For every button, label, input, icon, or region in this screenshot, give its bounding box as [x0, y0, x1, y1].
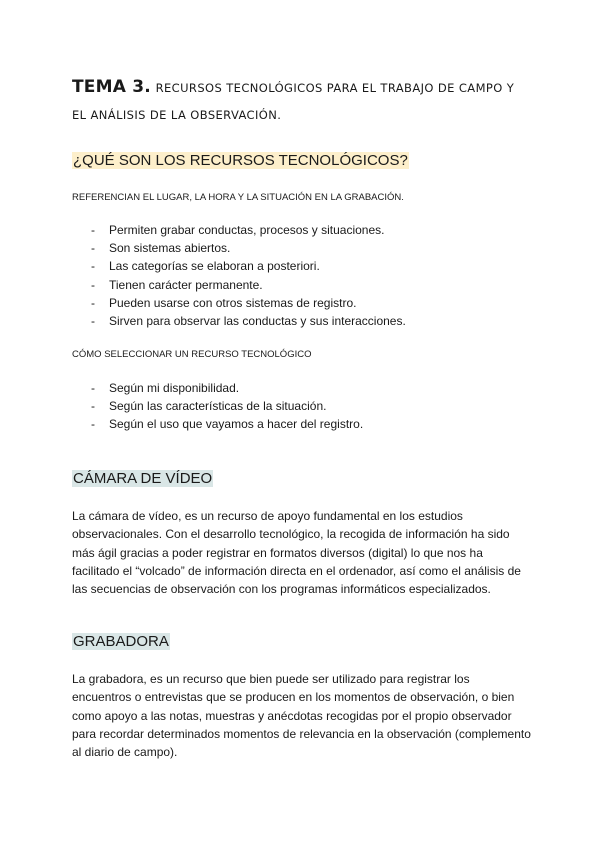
section-heading-camara [72, 468, 213, 489]
bullet-dash: - [91, 259, 95, 274]
selection-list [72, 379, 363, 434]
heading-text: CÁMARA DE VÍDEO [73, 470, 213, 487]
title-prefix: TEMA 3. [72, 77, 151, 97]
list-item [72, 397, 363, 415]
section-heading-grabadora [72, 631, 170, 652]
heading-text: GRABADORA [73, 633, 169, 650]
list-item-text: Según las características de la situación. [109, 399, 327, 414]
list-item-text: Tienen carácter permanente. [109, 277, 263, 292]
list-item-text: Permiten grabar conductas, procesos y situaciones. [109, 223, 385, 237]
list-item [72, 294, 406, 312]
document-title [72, 74, 532, 129]
list-item-text: Según mi disponibilidad. [109, 381, 240, 395]
bullet-dash: - [91, 295, 95, 310]
list-item [72, 415, 363, 433]
list-item [72, 257, 406, 275]
heading-text: ¿QUÉ SON LOS RECURSOS TECNOLÓGICOS? [73, 152, 408, 169]
title-text: RECURSOS TECNOLÓGICOS PARA EL TRABAJO DE CAMPO Y EL ANÁLISIS DE LA OBSERVACIÓN. [72, 81, 515, 122]
bullet-dash: - [91, 241, 95, 256]
list-item-text: Las categorías se elaboran a posteriori. [109, 259, 320, 274]
list-item-text: Según el uso que vayamos a hacer del registro. [109, 417, 364, 432]
list-item-text: Sirven para observar las conductas y sus interacciones. [109, 314, 406, 329]
list-item [72, 379, 363, 397]
bullet-dash: - [91, 417, 95, 432]
camara-paragraph: La cámara de vídeo, es un recurso de apoyo fundamental en los estudios observacionales. Con el desarrollo tecnológico, la recogida de información ha sido más ágil gracias a poder registrar en formatos diversos (digital) lo que nos ha facilitado el “volcado” de información directa en el ordenador, así como el análisis de las secuencias de observación con los programas informáticos especializados. [72, 509, 521, 597]
list-item [72, 221, 406, 239]
list-item-text: Son sistemas abiertos. [109, 241, 231, 256]
features-list [72, 221, 406, 330]
section-subtitle-seleccion: CÓMO SELECCIONAR UN RECURSO TECNOLÓGICO [72, 349, 312, 360]
bullet-dash: - [91, 399, 95, 414]
list-item-text: Pueden usarse con otros sistemas de registro. [109, 295, 357, 310]
bullet-dash: - [91, 223, 95, 237]
list-item [72, 276, 406, 294]
bullet-dash: - [91, 314, 95, 329]
section-subtitle: REFERENCIAN EL LUGAR, LA HORA Y LA SITUACIÓN EN LA GRABACIÓN. [72, 192, 404, 203]
grabadora-paragraph: La grabadora, es un recurso que bien puede ser utilizado para registrar los encuentros o entrevistas que se producen en los momentos de observación, o bien como apoyo a las notas, muestras y anécdotas recogidas por el propio observador para recordar determinados momentos de relevancia en la observación (complemento al diario de campo). [72, 672, 531, 760]
bullet-dash: - [91, 277, 95, 292]
list-item [72, 312, 406, 330]
bullet-dash: - [91, 381, 95, 395]
list-item [72, 239, 406, 257]
section-heading-recursos [72, 150, 409, 171]
